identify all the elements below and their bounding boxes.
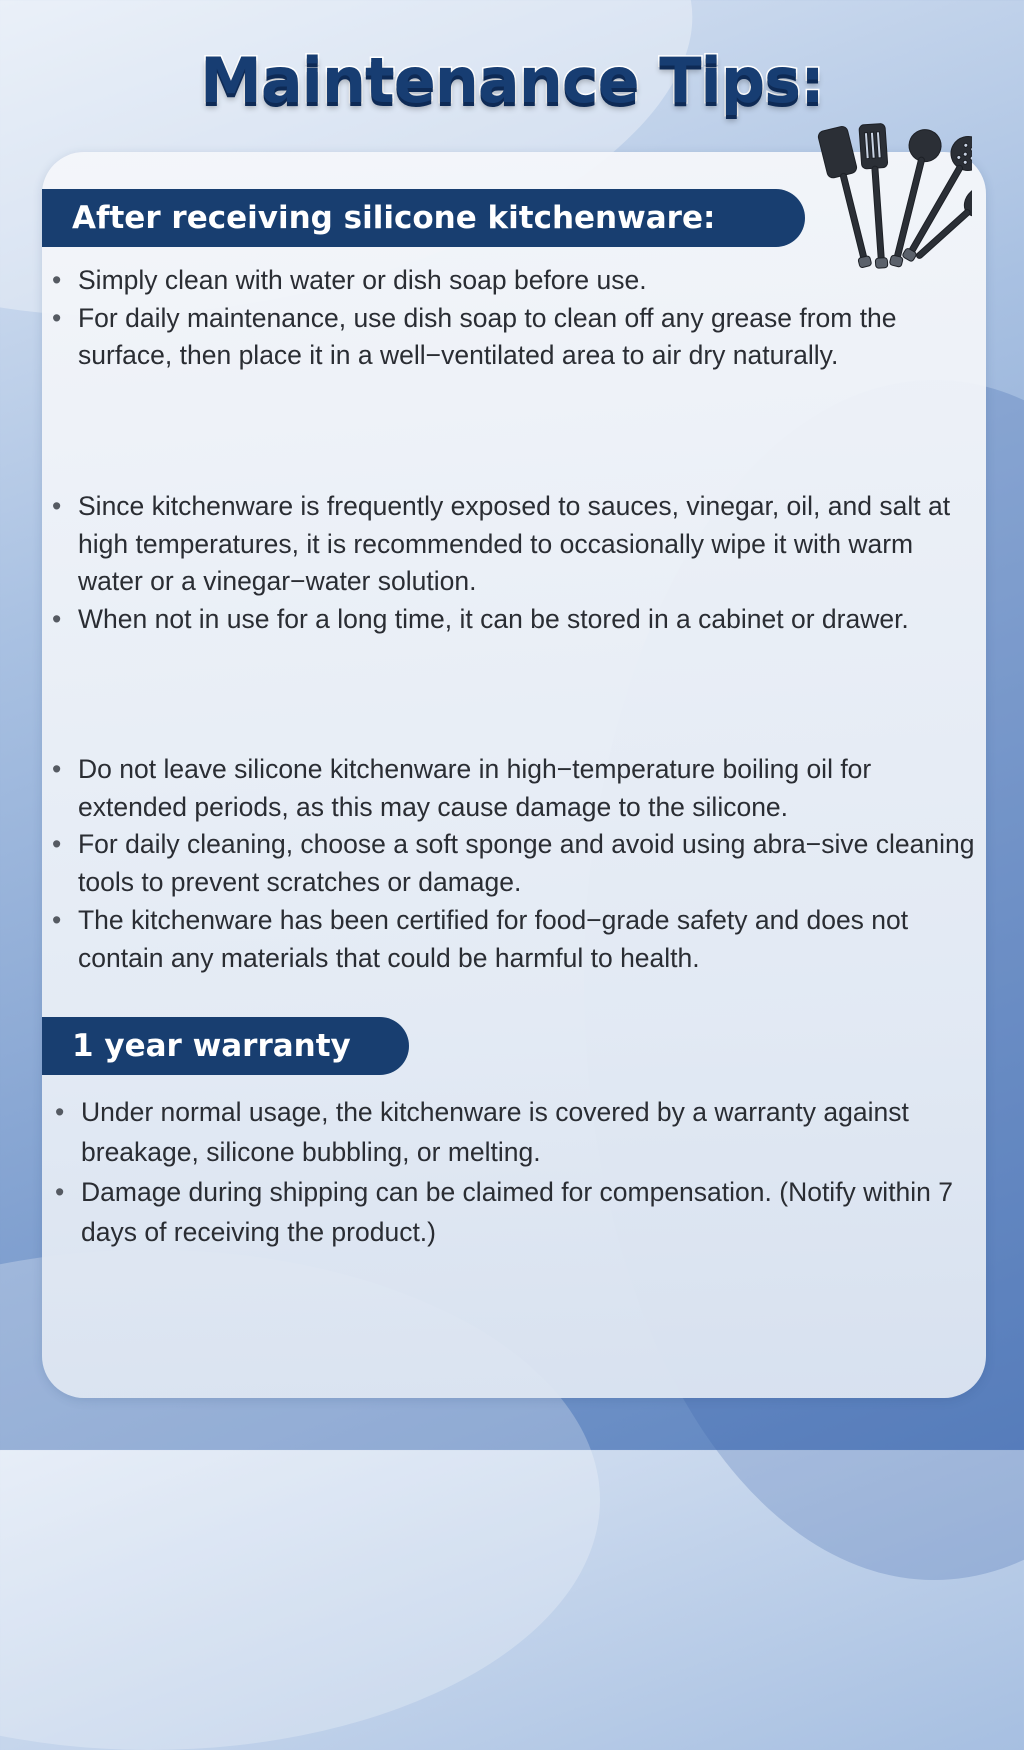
tips-list-storage [52, 488, 982, 639]
page-title: Maintenance Tips: [200, 44, 824, 117]
list-item: • Under normal usage, the kitchenware is covered by a warranty against breakage, silicone bubbling, or melting. [55, 1092, 990, 1172]
section-heading-warranty: 1 year warranty [42, 1017, 409, 1075]
list-item: • Do not leave silicone kitchenware in high−temperature boiling oil for extended periods, as this may cause damage to the silicone. [52, 751, 982, 826]
list-item: • Since kitchenware is frequently exposed to sauces, vinegar, oil, and salt at high temperatures, it is recommended to occasionally wipe it with warm water or a vinegar−water solution. [52, 488, 982, 601]
list-item: • For daily maintenance, use dish soap to clean off any grease from the surface, then place it in a well−ventilated area to air dry naturally. [52, 300, 982, 375]
list-item: • Damage during shipping can be claimed for compensation. (Notify within 7 days of receiving the product.) [55, 1172, 990, 1252]
list-item: • When not in use for a long time, it can be stored in a cabinet or drawer. [52, 601, 982, 639]
list-item: • The kitchenware has been certified for food−grade safety and does not contain any materials that could be harmful to health. [52, 902, 982, 977]
kitchen-utensils-icon [812, 118, 972, 278]
section-heading-after-receiving: After receiving silicone kitchenware: [42, 189, 805, 247]
list-item: • Simply clean with water or dish soap before use. [52, 262, 982, 300]
tips-list-precautions [52, 751, 982, 977]
tips-list-basic-cleaning [52, 262, 982, 375]
list-item: • For daily cleaning, choose a soft sponge and avoid using abra−sive cleaning tools to prevent scratches or damage. [52, 826, 982, 901]
warranty-list [55, 1092, 990, 1252]
